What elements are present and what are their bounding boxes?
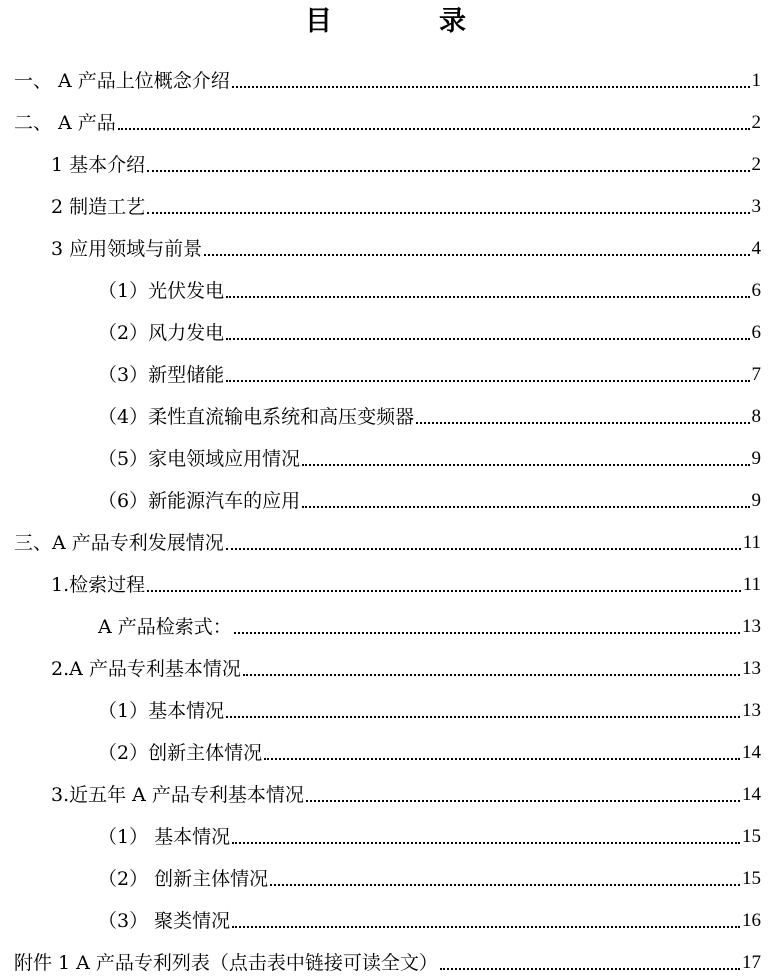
toc-entry-page-number: 3 — [751, 196, 761, 217]
toc-entry-label: 一、 A 产品上位概念介绍 — [14, 70, 230, 92]
toc-entry-recent-basic[interactable] — [0, 807, 771, 849]
dot-leader — [270, 867, 740, 891]
toc-entry-recent-innovators[interactable] — [0, 849, 771, 891]
toc-entry-label: （2）创新主体情况 — [98, 742, 263, 764]
dot-leader — [302, 489, 749, 513]
toc-entry-basic-situation[interactable] — [0, 681, 771, 723]
toc-entry-page-number: 7 — [751, 364, 761, 385]
dot-leader — [232, 69, 750, 93]
toc-entry-page-number: 16 — [742, 910, 761, 931]
dot-leader — [147, 573, 741, 597]
dot-leader — [147, 153, 749, 177]
toc-entry-wind-power[interactable] — [0, 303, 771, 345]
dot-leader — [226, 321, 749, 345]
toc-entry-page-number: 13 — [742, 616, 761, 637]
toc-entry-page-number: 13 — [742, 658, 761, 679]
toc-entry-label: 附件 1 A 产品专利列表（点击表中链接可读全文） — [14, 952, 438, 974]
toc-entry-label: A 产品检索式： — [98, 616, 232, 638]
toc-entry-label: 3.近五年 A 产品专利基本情况 — [51, 784, 304, 806]
dot-leader — [118, 111, 750, 135]
toc-entry-hvdc[interactable] — [0, 387, 771, 429]
dot-leader — [306, 783, 740, 807]
dot-leader — [416, 405, 749, 429]
toc-entry-label: 三、A 产品专利发展情况 — [14, 532, 224, 554]
toc-entry-page-number: 2 — [751, 112, 761, 133]
toc-entry-label: （1）光伏发电 — [98, 280, 225, 302]
page-title: 目 录 — [305, 6, 506, 37]
toc-entry-label: （4）柔性直流输电系统和高压变频器 — [98, 406, 415, 428]
toc-entry-page-number: 17 — [742, 952, 761, 973]
toc-entry-label: （5）家电领域应用情况 — [98, 448, 301, 470]
toc-entry-page-number: 15 — [742, 868, 761, 889]
toc-entry-label: （3） 聚类情况 — [98, 910, 231, 932]
toc-entry-page-number: 6 — [751, 322, 761, 343]
toc-entry-search-query[interactable] — [0, 597, 771, 639]
dot-leader — [226, 699, 740, 723]
toc-entry-clustering[interactable] — [0, 891, 771, 933]
toc-entry-label: （2） 创新主体情况 — [98, 868, 269, 890]
toc-entry-page-number: 8 — [751, 406, 761, 427]
toc-entry-label: 1.检索过程 — [51, 574, 146, 596]
toc-entry-label: 2 制造工艺 — [51, 196, 146, 218]
toc-entry-page-number: 1 — [751, 70, 761, 91]
toc-entry-page-number: 15 — [742, 826, 761, 847]
toc-entry-page-number: 11 — [742, 532, 761, 553]
toc-entry-label: 2.A 产品专利基本情况 — [51, 658, 241, 680]
toc-entry-innovators[interactable] — [0, 723, 771, 765]
toc-entry-basic-intro[interactable] — [0, 135, 771, 177]
toc-entry-page-number: 9 — [751, 490, 761, 511]
toc-entry-label: （1）基本情况 — [98, 700, 225, 722]
toc-entry-label: （6）新能源汽车的应用 — [98, 490, 301, 512]
toc-entry-ev[interactable] — [0, 471, 771, 513]
toc-entry-page-number: 11 — [742, 574, 761, 595]
toc-entry-page-number: 4 — [751, 238, 761, 259]
toc-entry-section-2[interactable] — [0, 93, 771, 135]
dot-leader — [440, 951, 740, 975]
toc-entry-page-number: 14 — [742, 742, 761, 763]
toc-entry-page-number: 6 — [751, 280, 761, 301]
toc-entry-label: 3 应用领域与前景 — [51, 238, 203, 260]
toc-entry-label: （3）新型储能 — [98, 364, 225, 386]
table-of-contents — [0, 51, 771, 975]
dot-leader — [302, 447, 749, 471]
toc-entry-patent-basics[interactable] — [0, 639, 771, 681]
toc-entry-energy-storage[interactable] — [0, 345, 771, 387]
toc-entry-applications[interactable] — [0, 219, 771, 261]
dot-leader — [226, 279, 749, 303]
toc-entry-page-number: 14 — [742, 784, 761, 805]
toc-entry-search-process[interactable] — [0, 555, 771, 597]
dot-leader — [226, 531, 741, 555]
toc-entry-label: 1 基本介绍 — [51, 154, 146, 176]
toc-entry-label: （2）风力发电 — [98, 322, 225, 344]
dot-leader — [226, 363, 749, 387]
toc-entry-page-number: 2 — [751, 154, 761, 175]
toc-entry-page-number: 13 — [742, 700, 761, 721]
toc-entry-appliances[interactable] — [0, 429, 771, 471]
toc-entry-label: 二、 A 产品 — [14, 112, 116, 134]
toc-entry-recent-five-years[interactable] — [0, 765, 771, 807]
dot-leader — [264, 741, 740, 765]
toc-entry-section-1[interactable] — [0, 51, 771, 93]
dot-leader — [234, 615, 740, 639]
dot-leader — [243, 657, 740, 681]
toc-entry-section-3[interactable] — [0, 513, 771, 555]
toc-entry-photovoltaic[interactable] — [0, 261, 771, 303]
toc-entry-label: （1） 基本情况 — [98, 826, 231, 848]
toc-entry-appendix-1[interactable] — [0, 933, 771, 975]
toc-entry-manufacturing[interactable] — [0, 177, 771, 219]
dot-leader — [147, 195, 749, 219]
dot-leader — [232, 909, 740, 933]
dot-leader — [204, 237, 749, 261]
toc-entry-page-number: 9 — [751, 448, 761, 469]
dot-leader — [232, 825, 740, 849]
